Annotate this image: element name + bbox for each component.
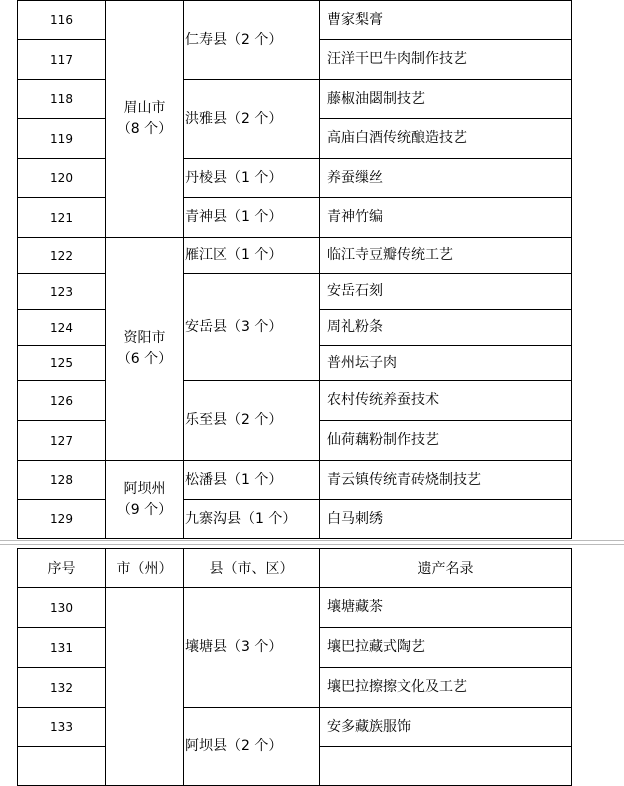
county-cell: 乐至县（2 个） [184, 381, 320, 461]
heritage-item: 壤巴拉藏式陶艺 [320, 628, 572, 668]
row-number: 121 [18, 198, 106, 238]
heritage-item: 高庙白酒传统酿造技艺 [320, 119, 572, 159]
row-number: 132 [18, 668, 106, 708]
heritage-item: 仙荷藕粉制作技艺 [320, 421, 572, 461]
county-cell: 雁江区（1 个） [184, 238, 320, 274]
heritage-item: 藤椒油閟制技艺 [320, 80, 572, 119]
heritage-item: 养蚕缫丝 [320, 159, 572, 198]
city-count: （6 个） [116, 351, 173, 367]
row-number: 120 [18, 159, 106, 198]
table-row [18, 381, 572, 421]
county-cell: 仁寿县（2 个） [184, 1, 320, 80]
table-row [18, 461, 572, 500]
heritage-item: 普州坛子肉 [320, 346, 572, 381]
table-row [18, 159, 572, 198]
table-row [18, 708, 572, 747]
row-number: 118 [18, 80, 106, 119]
heritage-item: 农村传统养蚕技术 [320, 381, 572, 421]
county-cell: 丹棱县（1 个） [184, 159, 320, 198]
city-name: 阿坝州 [123, 480, 166, 497]
table-row [18, 1, 572, 40]
row-number: 123 [18, 274, 106, 310]
row-number: 129 [18, 500, 106, 539]
table-row [18, 500, 572, 539]
table-row [18, 80, 572, 119]
heritage-table-page1 [17, 0, 572, 539]
heritage-item: 汪洋干巴牛肉制作技艺 [320, 40, 572, 80]
row-number: 125 [18, 346, 106, 381]
heritage-item: 白马刺绣 [320, 500, 572, 539]
county-cell: 阿坝县（2 个） [184, 708, 320, 786]
heritage-item: 周礼粉条 [320, 310, 572, 346]
table-row [18, 198, 572, 238]
city-count: （9 个） [116, 501, 173, 518]
row-number: 122 [18, 238, 106, 274]
row-number [18, 747, 106, 786]
header-heritage-name: 遗产名录 [320, 549, 572, 588]
row-number: 124 [18, 310, 106, 346]
row-number: 119 [18, 119, 106, 159]
heritage-item: 安多藏族服饰 [320, 708, 572, 747]
city-count: （8 个） [116, 121, 173, 137]
row-number: 128 [18, 461, 106, 500]
table-row [18, 588, 572, 628]
heritage-item [320, 747, 572, 786]
heritage-item: 临江寺豆瓣传统工艺 [320, 238, 572, 274]
county-cell: 九寨沟县（1 个） [184, 500, 320, 539]
heritage-item: 壤塘藏茶 [320, 588, 572, 628]
heritage-item: 壤巴拉擦擦文化及工艺 [320, 668, 572, 708]
row-number: 131 [18, 628, 106, 668]
row-number: 116 [18, 1, 106, 40]
header-county: 县（市、区） [184, 549, 320, 588]
county-cell: 松潘县（1 个） [184, 461, 320, 500]
table-row [18, 274, 572, 310]
header-serial-no: 序号 [18, 549, 106, 588]
county-cell: 洪雅县（2 个） [184, 80, 320, 159]
row-number: 126 [18, 381, 106, 421]
city-name: 资阳市 [123, 330, 166, 346]
heritage-item: 青神竹编 [320, 198, 572, 238]
table-header-row [18, 549, 572, 588]
city-cell-ziyang [106, 238, 184, 461]
row-number: 130 [18, 588, 106, 628]
row-number: 117 [18, 40, 106, 80]
county-cell: 青神县（1 个） [184, 198, 320, 238]
page-break-divider [0, 537, 624, 548]
county-cell: 安岳县（3 个） [184, 274, 320, 381]
heritage-item: 曹家梨膏 [320, 1, 572, 40]
city-cell-meishan [106, 1, 184, 238]
table-row [18, 238, 572, 274]
city-name: 眉山市 [123, 100, 166, 116]
row-number: 133 [18, 708, 106, 747]
header-city: 市（州） [106, 549, 184, 588]
city-cell-aba [106, 461, 184, 539]
heritage-item: 青云镇传统青砖烧制技艺 [320, 461, 572, 500]
city-cell [106, 588, 184, 786]
heritage-table-page2 [17, 548, 572, 786]
heritage-item: 安岳石刻 [320, 274, 572, 310]
county-cell: 壤塘县（3 个） [184, 588, 320, 708]
row-number: 127 [18, 421, 106, 461]
